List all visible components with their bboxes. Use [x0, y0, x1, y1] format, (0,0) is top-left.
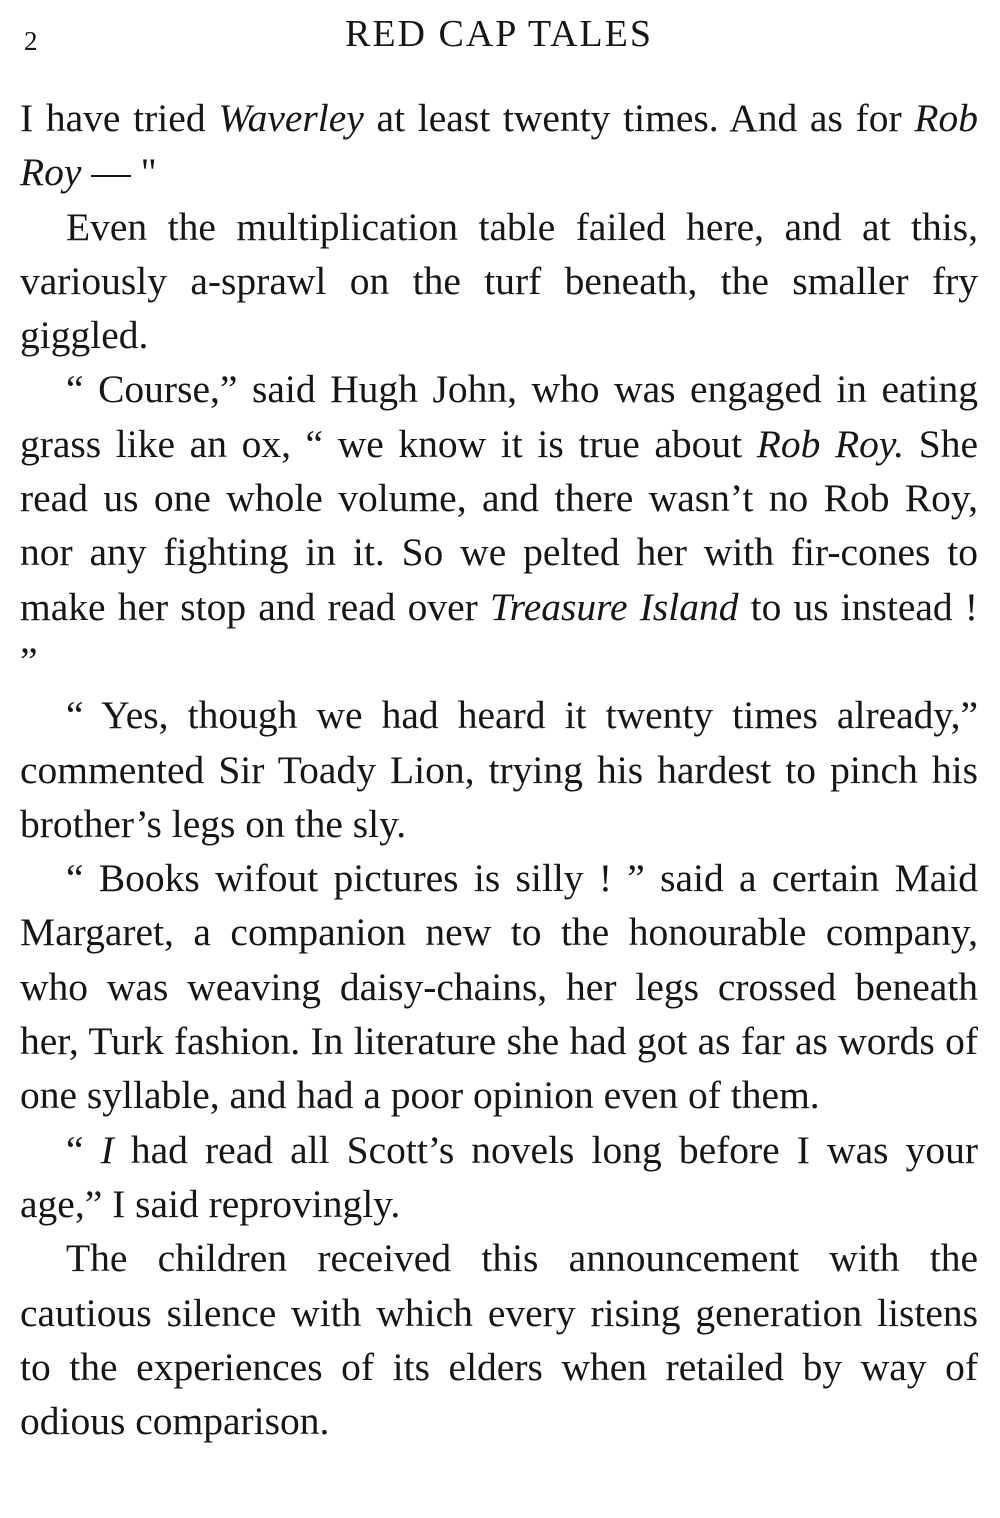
- paragraph-5: [20, 851, 978, 1122]
- paragraph-4: [20, 688, 978, 851]
- text-span: She read us one whole volume, and there wasn’t no Rob Roy, nor any fighting in it. So we pelted her with fir-cones to make her stop and read over: [20, 421, 978, 629]
- text-span: to us instead ! ”: [20, 584, 978, 683]
- text-span: I have tried: [20, 96, 219, 140]
- text-span: Even the multiplication table failed here, and at this, variously a-sprawl on the turf beneath, the smaller fry giggled.: [20, 204, 978, 358]
- paragraph-6: [20, 1123, 978, 1232]
- text-span: at least twenty times. And as for: [363, 96, 915, 140]
- italic-title-rob-roy: Rob Roy: [20, 96, 978, 195]
- text-span: had read all Scott’s novels long before I was your age,” I said reprovingly.: [20, 1127, 978, 1226]
- text-span: “ Course,” said Hugh John, who was engaged in eating grass like an ox, “ we know it is true about: [20, 367, 978, 466]
- italic-title-rob-roy: Rob Roy.: [756, 421, 905, 466]
- paragraph-7: [20, 1231, 978, 1448]
- book-page: [20, 0, 978, 1518]
- running-title: RED CAP TALES: [345, 13, 653, 55]
- paragraph-1: [20, 91, 978, 200]
- body-text: [20, 91, 978, 1448]
- text-span: — ": [81, 150, 157, 195]
- text-span: “ Yes, though we had heard it twenty times already,” commented Sir Toady Lion, trying his hardest to pinch his brother’s legs on the sly.: [20, 693, 978, 846]
- text-span: The children received this announcement with the cautious silence with which every rising generation listens to the experiences of its elders when retailed by way of odious comparison.: [20, 1236, 978, 1444]
- italic-pronoun: I: [100, 1127, 114, 1172]
- page-number: 2: [24, 26, 38, 56]
- text-span: “: [66, 1127, 101, 1172]
- italic-title-treasure-island: Treasure Island: [490, 584, 739, 629]
- text-span: “ Books wifout pictures is silly ! ” said a certain Maid Margaret, a companion new to the honourable company, who was weaving daisy-chains, her legs crossed beneath her, Turk fashion. In literature she had got as far as words of one syllable, and had a poor opinion even of them.: [20, 856, 978, 1118]
- paragraph-2: [20, 200, 978, 363]
- paragraph-3: [20, 362, 978, 688]
- italic-title-waverley: Waverley: [218, 96, 364, 140]
- running-head: [20, 12, 978, 56]
